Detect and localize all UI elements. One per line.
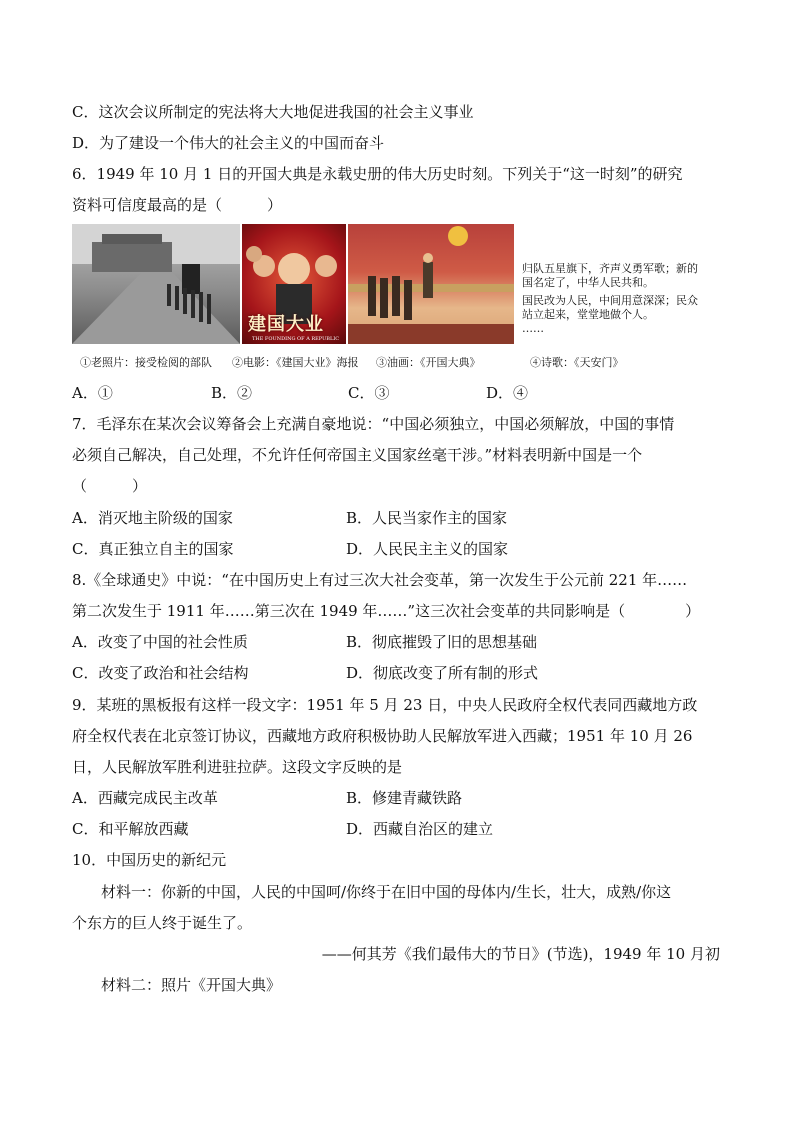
film-poster-subtitle: THE FOUNDING OF A REPUBLIC bbox=[252, 336, 340, 342]
poem-line-4: 站立起来，堂堂地做个人。 bbox=[522, 308, 654, 321]
q8-options-row2 bbox=[72, 663, 722, 683]
q8-stem-line1: 8.《全球通史》中说：“在中国历史上有过三次大社会变革，第一次发生于公元前 221 年…… bbox=[72, 571, 688, 589]
q9-stem-line1: 9．某班的黑板报有这样一段文字：1951 年 5 月 23 日，中央人民政府全权代表同西藏地方政 bbox=[72, 696, 698, 714]
q7-option-b: B．人民当家作主的国家 bbox=[346, 509, 508, 527]
q7-options-row2 bbox=[72, 539, 722, 559]
q7-options-row1 bbox=[72, 508, 722, 528]
q7-stem-line3: （ ） bbox=[72, 477, 148, 495]
q5-option-c: C．这次会议所制定的宪法将大大地促进我国的社会主义事业 bbox=[72, 103, 474, 121]
q6-option-a: A．① bbox=[72, 384, 113, 402]
q8-option-c: C．改变了政治和社会结构 bbox=[72, 664, 249, 682]
q9-option-b: B．修建青藏铁路 bbox=[346, 789, 463, 807]
q7-option-a: A．消灭地主阶级的国家 bbox=[72, 509, 233, 527]
old-photo-parade bbox=[72, 224, 240, 344]
film-poster-title: 建国大业 bbox=[248, 314, 324, 335]
q8-options-row1 bbox=[72, 632, 722, 652]
q7-option-c: C．真正独立自主的国家 bbox=[72, 540, 234, 558]
q6-option-d: D．④ bbox=[486, 384, 529, 402]
q9-option-c: C．和平解放西藏 bbox=[72, 820, 189, 838]
poem-line-1: 归队五星旗下，齐声义勇军歌；新的 bbox=[522, 262, 698, 275]
q10-material2: 材料二：照片《开国大典》 bbox=[101, 976, 282, 994]
q8-stem-line2: 第二次发生于 1911 年……第三次在 1949 年……”这三次社会变革的共同影响是（ ） bbox=[72, 602, 701, 620]
parade-photo-art bbox=[72, 224, 240, 344]
q10-material1-line1: 材料一：你新的中国，人民的中国呵/你终于在旧中国的母体内/生长，壮大，成熟/你这 bbox=[101, 883, 672, 901]
caption-4: ④诗歌：《天安门》 bbox=[530, 356, 624, 369]
q6-stem-line2: 资料可信度最高的是（ ） bbox=[72, 196, 283, 214]
q9-options-row1 bbox=[72, 788, 722, 808]
caption-2: ②电影：《建国大业》海报 bbox=[232, 356, 359, 369]
q9-option-a: A．西藏完成民主改革 bbox=[72, 789, 218, 807]
poem-line-5: …… bbox=[522, 322, 544, 335]
q7-stem-line1: 7．毛泽东在某次会议筹备会上充满自豪地说：“中国必须独立，中国必须解放，中国的事情 bbox=[72, 415, 675, 433]
q9-stem-line2: 府全权代表在北京签订协议，西藏地方政府积极协助人民解放军进入西藏；1951 年 10 月 26 bbox=[72, 727, 693, 745]
q5-option-d: D．为了建设一个伟大的社会主义的中国而奋斗 bbox=[72, 134, 385, 152]
q8-option-b: B．彻底摧毁了旧的思想基础 bbox=[346, 633, 538, 651]
q7-stem-line2: 必须自己解决，自己处理，不允许任何帝国主义国家丝毫干涉。”材料表明新中国是一个 bbox=[72, 446, 643, 464]
q8-option-a: A．改变了中国的社会性质 bbox=[72, 633, 248, 651]
q6-stem-line1: 6．1949 年 10 月 1 日的开国大典是永载史册的伟大历史时刻。下列关于“这一时刻”的研究 bbox=[72, 165, 683, 183]
oil-painting-art bbox=[348, 224, 514, 344]
q8-option-d: D．彻底改变了所有制的形式 bbox=[346, 664, 539, 682]
caption-1: ①老照片：接受检阅的部队 bbox=[80, 356, 212, 369]
q10-title: 10．中国历史的新纪元 bbox=[72, 851, 227, 869]
q6-option-b: B．② bbox=[211, 384, 253, 402]
caption-3: ③油画：《开国大典》 bbox=[376, 356, 481, 369]
poem-line-3: 国民改为人民，中间用意深深；民众 bbox=[522, 294, 698, 307]
q6-option-c: C．③ bbox=[348, 384, 390, 402]
q9-options-row2 bbox=[72, 819, 722, 839]
q7-option-d: D．人民民主主义的国家 bbox=[346, 540, 509, 558]
q9-option-d: D．西藏自治区的建立 bbox=[346, 820, 494, 838]
oil-painting bbox=[348, 224, 514, 344]
q10-material1-line2: 个东方的巨人终于诞生了。 bbox=[72, 914, 253, 932]
q9-stem-line3: 日，人民解放军胜利进驻拉萨。这段文字反映的是 bbox=[72, 758, 403, 776]
film-poster bbox=[242, 224, 346, 344]
q10-source: ——何其芳《我们最伟大的节日》(节选)，1949 年 10 月初 bbox=[321, 945, 720, 963]
poem-line-2: 国名定了，中华人民共和。 bbox=[522, 276, 654, 289]
